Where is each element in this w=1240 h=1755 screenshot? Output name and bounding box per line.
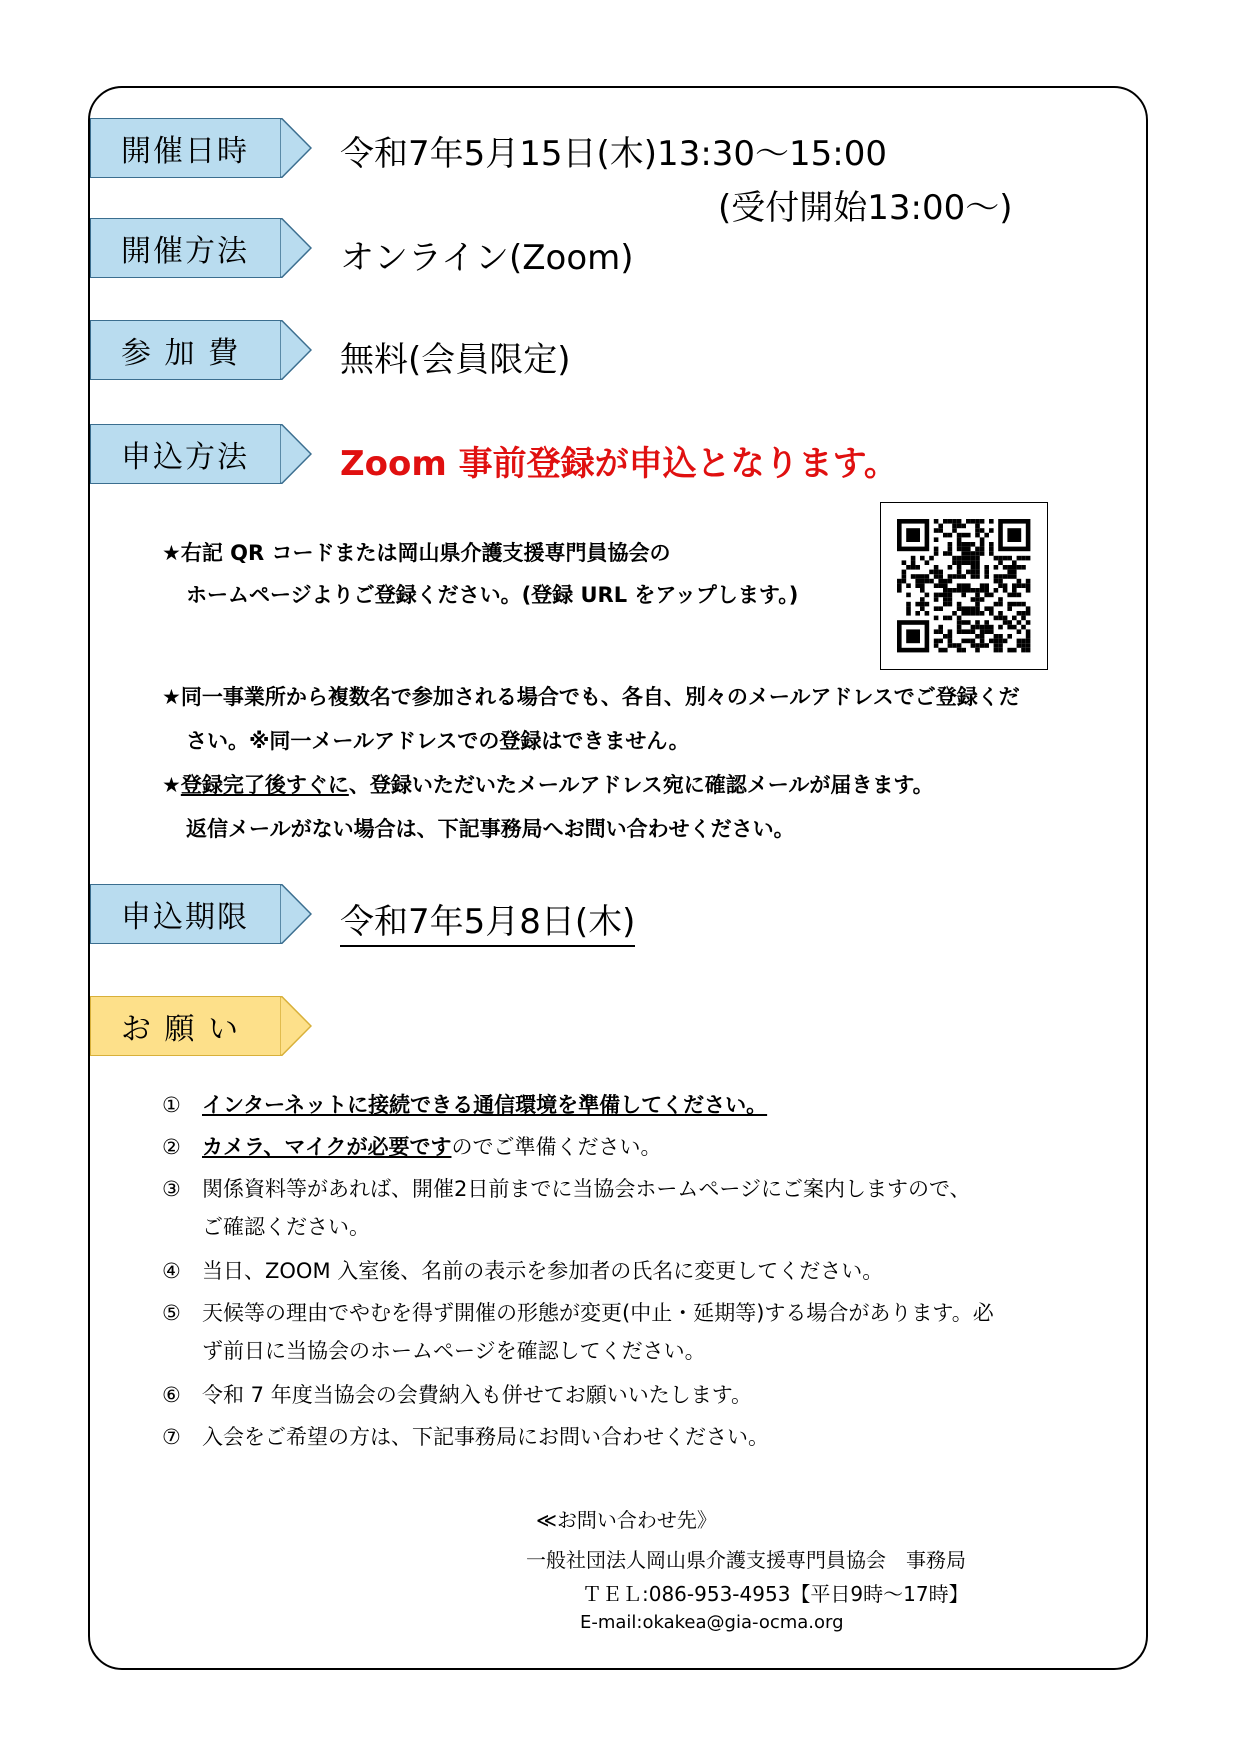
contact-heading: ≪お問い合わせ先》 <box>536 1508 717 1532</box>
tag-deadline <box>90 884 312 944</box>
tag-fee <box>90 320 312 380</box>
request-item-3: ③ 関係資料等があれば、開催2日前までに当協会ホームページにご案内しますので、 <box>162 1177 971 1201</box>
request-item-3-cont: ご確認ください。 <box>202 1215 370 1239</box>
request-item-5-cont: ず前日に当協会のホームページを確認してください。 <box>202 1339 706 1363</box>
apply-value: Zoom 事前登録が申込となります。 <box>340 444 898 484</box>
contact-tel: ＴＥＬ:086-953-4953【平日9時〜17時】 <box>582 1582 969 1606</box>
tag-fee-label: 参 加 費 <box>90 320 280 380</box>
fee-value: 無料(会員限定) <box>340 340 571 380</box>
request-item-7: ⑦ 入会をご希望の方は、下記事務局にお問い合わせください。 <box>162 1425 769 1449</box>
deadline-value: 令和7年5月8日(木) <box>340 894 635 947</box>
note-confirm-rest: 、登録いただいたメールアドレス宛に確認メールが届きます。 <box>348 773 934 797</box>
tag-deadline-label: 申込期限 <box>90 884 280 944</box>
method-value: オンライン(Zoom) <box>340 238 634 278</box>
request-item-2: ② カメラ、マイクが必要ですのでご準備ください。 <box>162 1135 662 1159</box>
note-qr-line2: ホームページよりご登録ください。(登録 URL をアップします。) <box>186 583 799 607</box>
qr-code-image <box>881 503 1046 668</box>
note-multiple-line1: ★同一事業所から複数名で参加される場合でも、各自、別々のメールアドレスでご登録くだ <box>162 685 1020 709</box>
reception-start: (受付開始13:00〜) <box>718 188 1013 228</box>
note-multiple-line2: さい。※同一メールアドレスでの登録はできません。 <box>186 729 690 753</box>
note-confirm-underlined: 登録完了後すぐに <box>180 773 349 797</box>
request-item-4: ④ 当日、ZOOM 入室後、名前の表示を参加者の氏名に変更してください。 <box>162 1259 884 1283</box>
tag-apply <box>90 424 312 484</box>
tag-date-label: 開催日時 <box>90 118 280 178</box>
note-qr-line1: ★右記 QR コードまたは岡山県介護支援専門員協会の <box>162 541 671 565</box>
note-confirm-line2: 返信メールがない場合は、下記事務局へお問い合わせください。 <box>186 817 795 841</box>
tag-date <box>90 118 312 178</box>
request-item-1: ① インターネットに接続できる通信環境を準備してください。 <box>162 1093 768 1117</box>
contact-org: 一般社団法人岡山県介護支援専門員協会 事務局 <box>526 1548 966 1572</box>
contact-email[interactable]: E-mail:okakea@gia-ocma.org <box>580 1612 844 1633</box>
tag-request-label: お 願 い <box>90 996 280 1056</box>
tag-method <box>90 218 312 278</box>
qr-code[interactable] <box>880 502 1048 670</box>
date-value: 令和7年5月15日(木)13:30〜15:00 <box>340 134 888 174</box>
request-item-6: ⑥ 令和 7 年度当協会の会費納入も併せてお願いいたします。 <box>162 1383 753 1407</box>
tag-method-label: 開催方法 <box>90 218 280 278</box>
tag-request <box>90 996 312 1056</box>
note-confirm-line1 <box>162 770 934 800</box>
tag-apply-label: 申込方法 <box>90 424 280 484</box>
note-confirm-star: ★ <box>162 773 181 797</box>
request-item-5: ⑤ 天候等の理由でやむを得ず開催の形態が変更(中止・延期等)する場合があります。必 <box>162 1301 994 1325</box>
